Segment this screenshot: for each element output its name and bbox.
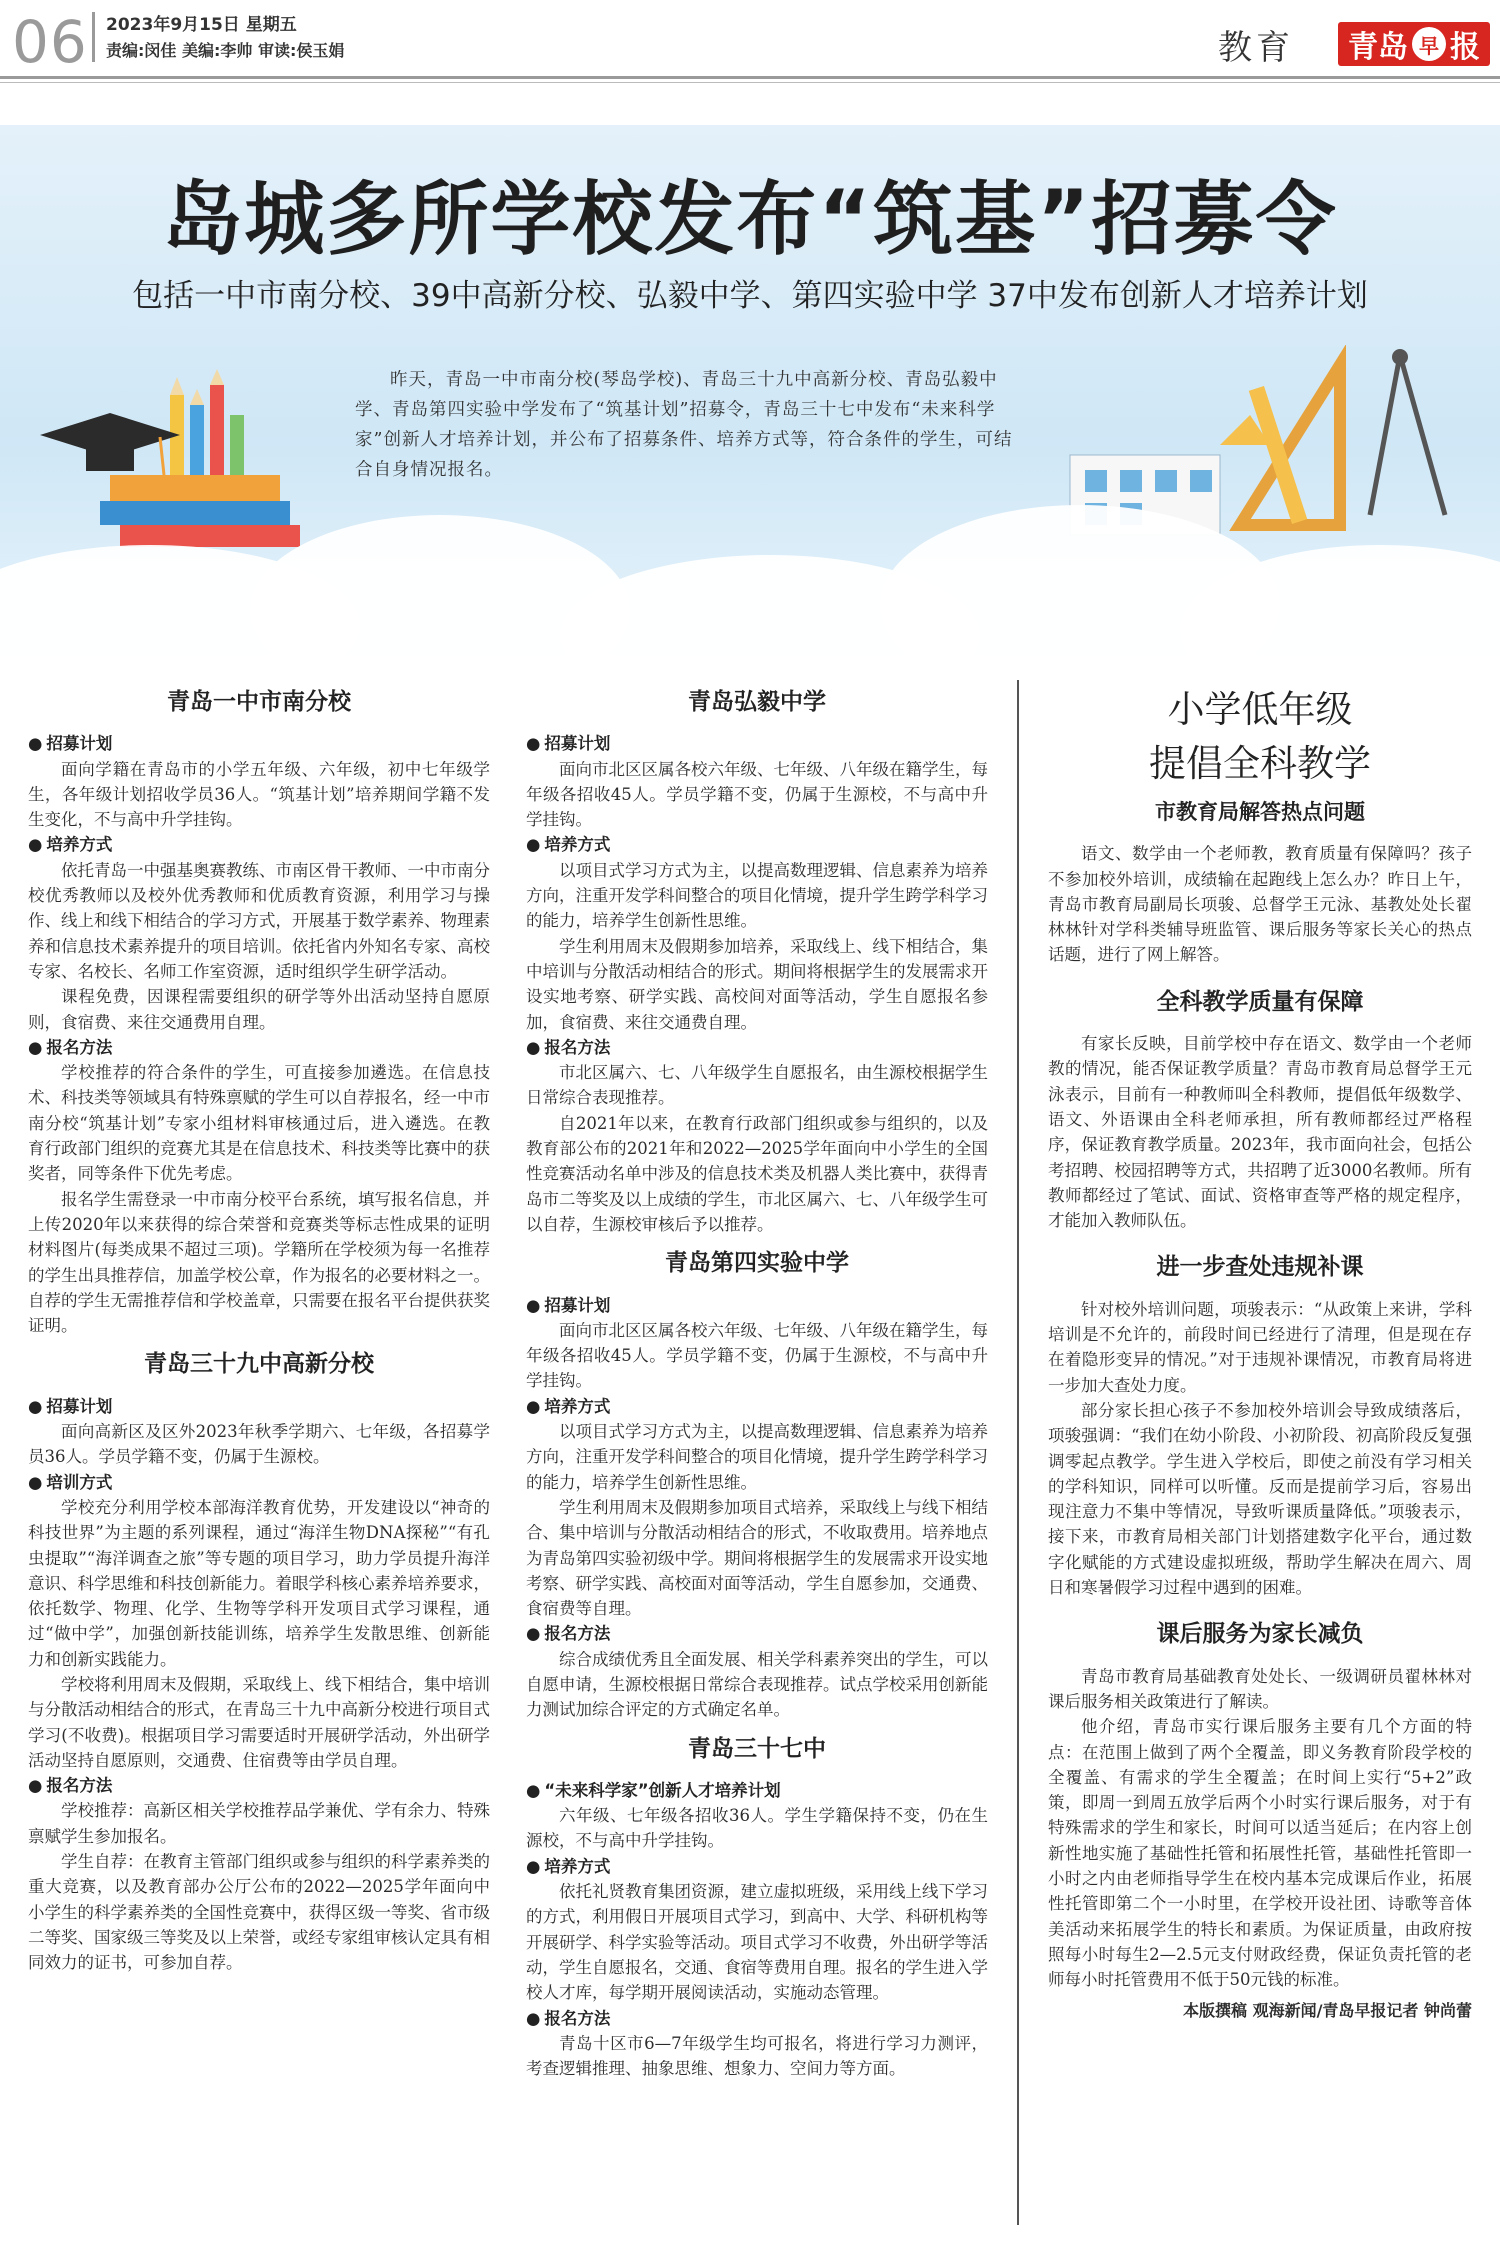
article-paragraph: 针对校外培训问题，项骏表示：“从政策上来讲，学科培训是不允许的，前段时间已经进行了清理，但是现在存在着隐形变异的情况。”对于违规补课情况，市教育局将进一步加大查处力度。 [1048, 1299, 1472, 1395]
masthead [0, 0, 1500, 80]
article-paragraph: 以项目式学习方式为主，以提高数理逻辑、信息素养为培养方向，注重开发学科间整合的项目化情境，提升学生跨学科学习的能力，培养学生创新性思维。 [526, 1422, 988, 1492]
article-paragraph: 六年级、七年级各招收36人。学生学籍保持不变，仍在生源校，不与高中升学挂钩。 [526, 1806, 988, 1851]
masthead-rule-thin [0, 82, 1500, 83]
article-paragraph: 有家长反映，目前学校中存在语文、数学由一个老师教的情况，能否保证教学质量？青岛市教育局总督学王元泳表示，目前有一种教师叫全科教师，提倡低年级数学、语文、外语课由全科老师承担，所有教师都经过严格程序，保证教育教学质量。2023年，我市面向社会，包括公考招聘、校园招聘等方式，共招聘了近3000名教师。所有教师都经过了笔试、面试、资格审查等严格的规定程序，才能加入教师队伍。 [1048, 1034, 1472, 1231]
subheadline: 包括一中市南分校、39中高新分校、弘毅中学、第四实验中学 37中发布创新人才培养计划 [132, 278, 1368, 314]
article-paragraph: 学生利用周末及假期参加培养，采取线上、线下相结合，集中培训与分散活动相结合的形式。期间将根据学生的发展需求开设实地考察、研学实践、高校间对面等活动，学生自愿报名参加，食宿费、来往交通费自理。 [526, 936, 988, 1032]
article-paragraph: 部分家长担心孩子不参加校外培训会导致成绩落后，项骏强调：“我们在幼小阶段、小初阶段、初高阶段反复强调零起点教学。学生进入学校后，即使之前没有学习相关的学科知识，同样可以听懂。反而是提前学习后，容易出现注意力不集中等情况，导致听课质量降低。”项骏表示，接下来，市教育局相关部门计划搭建数字化平台，通过数字化赋能的方式建设虚拟班级，帮助学生解决在周六、周日和寒暑假学习过程中遇到的困难。 [1048, 1400, 1472, 1598]
article-paragraph: 学校推荐的符合条件的学生，可直接参加遴选。在信息技术、科技类等领域具有特殊禀赋的学生可以自荐报名，经一中市南分校“筑基计划”专家小组材料审核通过后，进入遴选。在教育行政部门组织的竞赛尤其是在信息技术、科技类等比赛中的获奖者，同等条件下优先考虑。 [28, 1063, 490, 1184]
section-heading: ● 培训方式 [28, 1470, 490, 1495]
article-paragraph: 自2021年以来，在教育行政部门组织或参与组织的，以及教育部公布的2021年和2022—2025学年面向中小学生的全国性竞赛活动名单中涉及的信息技术类及机器人类比赛中，获得青岛市二等奖及以上成绩的学生，市北区属六、七、八年级学生可以自荐，生源校审核后予以推荐。 [526, 1113, 988, 1234]
column-3-sidebar-article [1048, 680, 1472, 2024]
article-paragraph: 学生自荐：在教育主管部门组织或参与组织的科学素养类的重大竞赛，以及教育部办公厅公布的2022—2025学年面向中小学生的科学素养类的全国性竞赛中，获得区级一等奖、省市级二等奖、国家级三等奖及以上荣誉，或经专家组审核认定具有相同效力的证书，可参加自荐。 [28, 1852, 490, 1973]
article-paragraph: 学校将利用周末及假期，采取线上、线下相结合，集中培训与分散活动相结合的形式，在青岛三十九中高新分校进行项目式学习(不收费)。根据项目学习需要适时开展研学活动，外出研学活动坚持自愿原则，交通费、住宿费等由学员自理。 [28, 1674, 490, 1770]
byline: 本版撰稿 观海新闻/青岛早报记者 钟尚蕾 [1183, 2001, 1472, 2021]
logo-circle-mark: 早 [1412, 27, 1446, 61]
sidebar-headline-line2: 提倡全科教学 [1149, 742, 1371, 785]
article-paragraph: 依托青岛一中强基奥赛教练、市南区骨干教师、一中市南分校优秀教师以及校外优秀教师和优质教育资源，利用学习与操作、线上和线下相结合的学习方式，开展基于数学素养、物理素养和信息技术素养提升的项目培训。依托省内外知名专家、高校专家、名校长、名师工作室资源，适时组织学生研学活动。 [28, 860, 490, 981]
masthead-divider [92, 12, 95, 62]
article-paragraph: 面向市北区区属各校六年级、七年级、八年级在籍学生，每年级各招收45人。学员学籍不变，仍属于生源校，不与高中升学挂钩。 [526, 759, 988, 830]
section-heading: ● 培养方式 [526, 1394, 988, 1419]
newspaper-logo [1338, 22, 1490, 66]
section-heading: ● 报名方法 [28, 1773, 490, 1798]
article-paragraph: 青岛十区市6—7年级学生均可报名，将进行学习力测评，考查逻辑推理、抽象思维、想象力、空间力等方面。 [526, 2033, 988, 2079]
headline: 岛城多所学校发布“筑基”招募令 [162, 173, 1338, 266]
article-paragraph: 学校充分利用学校本部海洋教育优势，开发建设以“神奇的科技世界”为主题的系列课程，通过“海洋生物DNA探秘”“有孔虫提取”“海洋调查之旅”等专题的项目学习，助力学员提升海洋意识、科学思维和科技创新能力。着眼学科核心素养培养要求，依托数学、物理、化学、生物等学科开发项目式学习课程，通过“做中学”，加强创新技能训练，培养学生发散思维、创新能力和创新实践能力。 [28, 1497, 490, 1669]
sidebar-section-heading: 课后服务为家长减负 [1156, 1621, 1364, 1648]
section-heading: ● 招募计划 [526, 1293, 988, 1318]
article-paragraph: 学生利用周末及假期参加项目式培养，采取线上与线下相结合、集中培训与分散活动相结合的形式，不收取费用。培养地点为青岛第四实验初级中学。期间将根据学生的发展需求开设实地考察、研学实践、高校面对面等活动，学生自愿参加，交通费、食宿费等自理。 [526, 1497, 988, 1619]
section-name: 教育 [1218, 28, 1294, 68]
page-number: 06 [12, 8, 88, 76]
sidebar-section-heading: 进一步查处违规补课 [1156, 1254, 1364, 1281]
section-heading: ● 报名方法 [526, 2006, 988, 2031]
sidebar-subheadline: 市教育局解答热点问题 [1155, 800, 1365, 824]
school-title-no4-experimental: 青岛第四实验中学 [665, 1250, 849, 1277]
school-title-hongyi: 青岛弘毅中学 [688, 689, 826, 715]
sidebar-headline-line1: 小学低年级 [1167, 688, 1353, 731]
masthead-rule [0, 76, 1500, 79]
sidebar-section-heading: 全科教学质量有保障 [1156, 988, 1364, 1015]
section-heading: ● 报名方法 [526, 1035, 988, 1060]
section-heading: ● 培养方式 [28, 832, 490, 857]
editor-credits: 责编:闵佳 美编:李帅 审读:侯玉娟 [106, 41, 345, 60]
issue-date: 2023年9月15日 星期五 [106, 15, 297, 35]
column-divider [1017, 680, 1019, 2225]
headline-banner [0, 125, 1500, 655]
article-paragraph: 学校推荐：高新区相关学校推荐品学兼优、学有余力、特殊禀赋学生参加报名。 [28, 1801, 490, 1846]
section-heading: ● 招募计划 [28, 1394, 490, 1419]
lede-paragraph: 昨天，青岛一中市南分校(琴岛学校)、青岛三十九中高新分校、青岛弘毅中学、青岛第四实验中学发布了“筑基计划”招募令，青岛三十七中发布“未来科学家”创新人才培养计划，并公布了招募条件、培养方式等，符合条件的学生，可结合自身情况报名。 [355, 370, 1013, 480]
section-heading: ● 招募计划 [28, 731, 490, 756]
article-paragraph: 面向高新区及区外2023年秋季学期六、七年级，各招募学员36人。学员学籍不变，仍属于生源校。 [28, 1422, 490, 1467]
cloud-decoration [0, 485, 1500, 655]
article-paragraph: 面向市北区区属各校六年级、七年级、八年级在籍学生，每年级各招收45人。学员学籍不变，仍属于生源校，不与高中升学挂钩。 [526, 1320, 988, 1391]
article-paragraph: 以项目式学习方式为主，以提高数理逻辑、信息素养为培养方向，注重开发学科间整合的项目化情境，提升学生跨学科学习的能力，培养学生创新性思维。 [526, 860, 988, 931]
column-1 [28, 680, 490, 1976]
article-paragraph: 依托礼贤教育集团资源，建立虚拟班级，采用线上线下学习的方式，利用假日开展项目式学习，到高中、大学、科研机构等开展研学、科学实验等活动。项目式学习不收费，外出研学等活动，学生自愿报名，交通、食宿等费用自理。报名的学生进入学校人才库，每学期开展阅读活动，实施动态管理。 [526, 1882, 988, 2003]
article-paragraph: 面向学籍在青岛市的小学五年级、六年级，初中七年级学生，各年级计划招收学员36人。“筑基计划”培养期间学籍不发生变化，不与高中升学挂钩。 [28, 759, 490, 830]
school-title-qingdao-no1-shinan: 青岛一中市南分校 [167, 689, 351, 715]
section-heading: ● 报名方法 [526, 1621, 988, 1646]
section-heading: ● 招募计划 [526, 731, 988, 756]
article-paragraph: 市北区属六、七、八年级学生自愿报名，由生源校根据学生日常综合表现推荐。 [526, 1063, 988, 1108]
article-paragraph: 青岛市教育局基础教育处处长、一级调研员翟林林对课后服务相关政策进行了解读。 [1048, 1666, 1472, 1711]
article-paragraph: 报名学生需登录一中市南分校平台系统，填写报名信息，并上传2020年以来获得的综合荣誉和竞赛类等标志性成果的证明材料图片(每类成果不超过三项)。学籍所在学校须为每一名推荐的学生出具推荐信，加盖学校公章，作为报名的必要材料之一。自荐的学生无需推荐信和学校盖章，只需要在报名平台提供获奖证明。 [28, 1189, 490, 1336]
article-paragraph: 综合成绩优秀且全面发展、相关学科素养突出的学生，可以自愿申请，生源校根据日常综合表现推荐。试点学校采用创新能力测试加综合评定的方式确定名单。 [526, 1649, 988, 1720]
section-heading: ● 报名方法 [28, 1035, 490, 1060]
logo-text-left: 青岛 [1348, 30, 1408, 65]
article-paragraph: 课程免费，因课程需要组织的研学等外出活动坚持自愿原则，食宿费、来往交通费用自理。 [28, 987, 490, 1032]
section-heading: ● 培养方式 [526, 832, 988, 857]
school-title-qingdao-no39-gaoxin: 青岛三十九中高新分校 [144, 1351, 374, 1378]
article-paragraph: 语文、数学由一个老师教，教育质量有保障吗？孩子不参加校外培训，成绩输在起跑线上怎么办？昨日上午，青岛市教育局副局长项骏、总督学王元泳、基教处处长翟林林针对学科类辅导班监管、课后服务等家长关心的热点话题，进行了网上解答。 [1048, 844, 1472, 965]
logo-text-right: 报 [1450, 30, 1480, 65]
column-2 [526, 680, 988, 2081]
article-paragraph: 他介绍，青岛市实行课后服务主要有几个方面的特点：在范围上做到了两个全覆盖，即义务教育阶段学校的全覆盖、有需求的学生全覆盖；在时间上实行“5+2”政策，即周一到周五放学后两个小时实行课后服务，对于有特殊需求的学生和家长，时间可以适当延后；在内容上创新性地实施了基础性托管和拓展性托管，基础性托管即一小时之内由老师指导学生在校内基本完成课后作业，拓展性托管即第二个一小时里，在学校开设社团、诗歌等音体美活动来拓展学生的特长和素质。为保证质量，由政府按照每小时每生2—2.5元支付财政经费，保证负责托管的老师每小时托管费用不低于50元钱的标准。 [1048, 1717, 1472, 1990]
section-heading: ● “未来科学家”创新人才培养计划 [526, 1778, 988, 1803]
school-title-qingdao-no37: 青岛三十七中 [688, 1735, 826, 1762]
section-heading: ● 培养方式 [526, 1854, 988, 1879]
